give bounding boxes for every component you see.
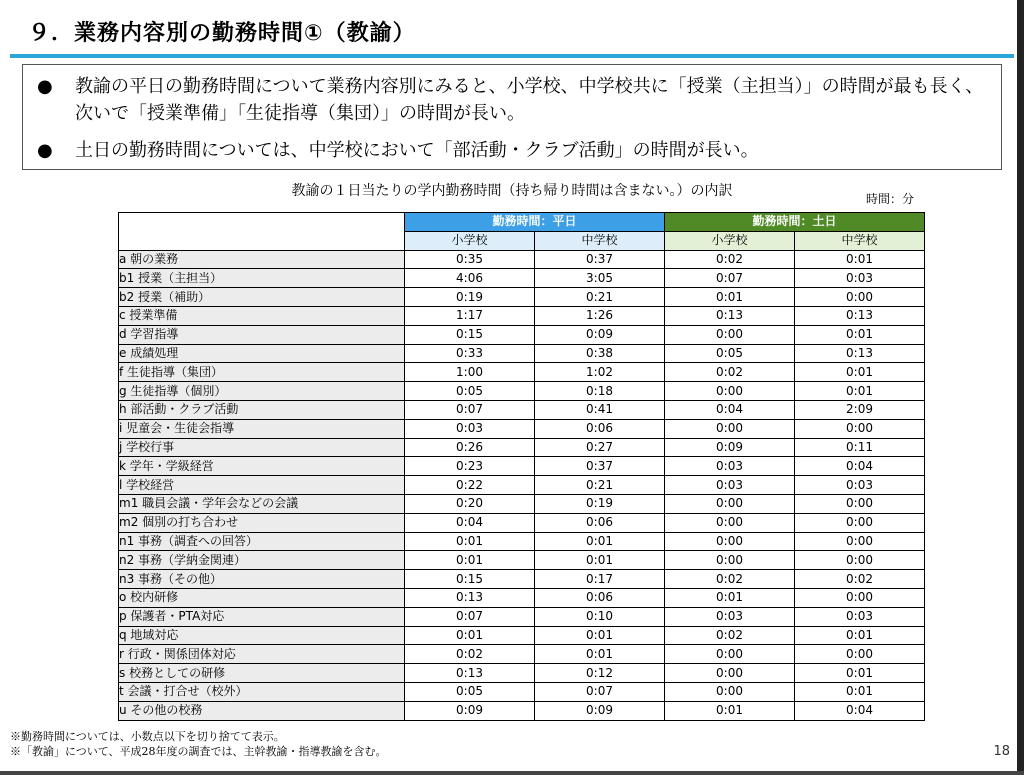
table-cell: 0:10 (535, 607, 665, 626)
table-row (119, 382, 925, 401)
table-cell: 0:04 (795, 457, 925, 476)
row-label: t 会議・打合せ（校外） (119, 682, 405, 701)
footnote: ※「教諭」について、平成28年度の調査では、主幹教諭・指導教諭を含む。 (10, 745, 387, 758)
table-cell: 0:00 (665, 513, 795, 532)
table-cell: 1:02 (535, 363, 665, 382)
screen-edge (0, 771, 1024, 775)
table-cell: 0:35 (405, 250, 535, 269)
row-label: l 学校経営 (119, 476, 405, 495)
table-row (119, 250, 925, 269)
table-cell: 0:03 (795, 269, 925, 288)
table-cell: 0:00 (665, 494, 795, 513)
table-cell: 0:13 (795, 344, 925, 363)
title-underline (10, 54, 1014, 58)
table-cell: 0:01 (535, 626, 665, 645)
footnotes (10, 729, 387, 759)
table-cell: 0:00 (665, 325, 795, 344)
table-cell: 0:04 (665, 400, 795, 419)
table-cell: 0:02 (665, 570, 795, 589)
row-label: f 生徒指導（集団） (119, 363, 405, 382)
table-cell: 0:15 (405, 325, 535, 344)
subheader-weekend-junior-high: 中学校 (795, 231, 925, 250)
table-cell: 0:00 (795, 588, 925, 607)
table-cell: 0:13 (665, 306, 795, 325)
screen-edge (1017, 0, 1024, 775)
table-cell: 0:00 (795, 288, 925, 307)
table-cell: 0:03 (405, 419, 535, 438)
table-cell: 0:01 (795, 325, 925, 344)
table-cell: 0:00 (795, 419, 925, 438)
table-cell: 4:06 (405, 269, 535, 288)
table-row (119, 588, 925, 607)
table-cell: 0:13 (405, 588, 535, 607)
row-label: q 地域対応 (119, 626, 405, 645)
table-cell: 0:00 (795, 551, 925, 570)
table-cell: 0:09 (535, 701, 665, 720)
table-cell: 0:00 (795, 494, 925, 513)
table-cell: 0:00 (795, 532, 925, 551)
table-cell: 1:26 (535, 306, 665, 325)
work-hours-table (118, 212, 925, 721)
table-cell: 0:13 (795, 306, 925, 325)
table-cell: 0:09 (535, 325, 665, 344)
row-label: c 授業準備 (119, 306, 405, 325)
table-cell: 0:23 (405, 457, 535, 476)
table-cell: 0:27 (535, 438, 665, 457)
table-cell: 0:05 (405, 682, 535, 701)
table-cell: 0:09 (665, 438, 795, 457)
table-cell: 0:11 (795, 438, 925, 457)
table-cell: 0:01 (665, 588, 795, 607)
subheader-weekend-elementary: 小学校 (665, 231, 795, 250)
table-row (119, 269, 925, 288)
row-label: n1 事務（調査への回答） (119, 532, 405, 551)
table-cell: 0:20 (405, 494, 535, 513)
table-row (119, 513, 925, 532)
table-row (119, 325, 925, 344)
table-cell: 0:07 (405, 607, 535, 626)
table-cell: 0:01 (535, 551, 665, 570)
table-cell: 0:06 (535, 419, 665, 438)
row-label: b2 授業（補助） (119, 288, 405, 307)
table-cell: 0:03 (665, 457, 795, 476)
table-row (119, 551, 925, 570)
summary-bullet (37, 73, 987, 127)
page-title: ９．業務内容別の勤務時間①（教諭） (28, 21, 416, 46)
table-cell: 0:00 (665, 664, 795, 683)
table-cell: 0:00 (665, 682, 795, 701)
table-cell: 0:41 (535, 400, 665, 419)
table-cell: 0:12 (535, 664, 665, 683)
table-cell: 0:01 (405, 626, 535, 645)
table-cell: 0:02 (405, 645, 535, 664)
table-row (119, 570, 925, 589)
table-cell: 0:01 (795, 664, 925, 683)
table-cell: 0:00 (795, 645, 925, 664)
table-row (119, 626, 925, 645)
table-cell: 0:38 (535, 344, 665, 363)
table-cell: 0:37 (535, 250, 665, 269)
table-row (119, 607, 925, 626)
row-label: h 部活動・クラブ活動 (119, 400, 405, 419)
table-cell: 0:06 (535, 588, 665, 607)
table-body (119, 250, 925, 720)
table-row (119, 645, 925, 664)
row-label: s 校務としての研修 (119, 664, 405, 683)
row-label: m2 個別の打ち合わせ (119, 513, 405, 532)
table-row (119, 701, 925, 720)
row-label: m1 職員会議・学年会などの会議 (119, 494, 405, 513)
table-row (119, 682, 925, 701)
table-cell: 0:01 (795, 382, 925, 401)
table-cell: 0:07 (405, 400, 535, 419)
table-cell: 0:09 (405, 701, 535, 720)
table-cell: 0:07 (535, 682, 665, 701)
table-cell: 0:01 (795, 626, 925, 645)
table-cell: 0:19 (535, 494, 665, 513)
table-cell: 0:15 (405, 570, 535, 589)
table-cell: 0:01 (795, 363, 925, 382)
table-cell: 0:17 (535, 570, 665, 589)
table-cell: 0:03 (795, 476, 925, 495)
table-cell: 0:04 (795, 701, 925, 720)
table-row (119, 419, 925, 438)
row-label: a 朝の業務 (119, 250, 405, 269)
table-row (119, 438, 925, 457)
bullet-icon: ● (37, 140, 53, 161)
row-label: p 保護者・PTA対応 (119, 607, 405, 626)
table-cell: 1:17 (405, 306, 535, 325)
table-cell: 0:02 (665, 250, 795, 269)
table-row (119, 664, 925, 683)
summary-bullet-text: 土日の勤務時間については、中学校において「部活動・クラブ活動」の時間が長い。 (75, 140, 759, 161)
table-cell: 0:02 (665, 363, 795, 382)
table-cell: 0:03 (665, 607, 795, 626)
row-label: g 生徒指導（個別） (119, 382, 405, 401)
summary-bullet-text: 教諭の平日の勤務時間について業務内容別にみると、小学校、中学校共に「授業（主担当）」の時間が最も長く、次いで「授業準備」「生徒指導（集団）」の時間が長い。 (75, 76, 984, 124)
table-cell: 0:05 (665, 344, 795, 363)
table-cell: 0:03 (795, 607, 925, 626)
table-cell: 0:02 (665, 626, 795, 645)
subheader-weekday-junior-high: 中学校 (535, 231, 665, 250)
row-label: o 校内研修 (119, 588, 405, 607)
footnote: ※勤務時間については、小数点以下を切り捨てて表示。 (10, 730, 285, 743)
table-cell: 0:01 (405, 532, 535, 551)
row-label: n3 事務（その他） (119, 570, 405, 589)
table-row (119, 494, 925, 513)
table-cell: 0:01 (535, 532, 665, 551)
table-row (119, 344, 925, 363)
table-cell: 0:01 (405, 551, 535, 570)
table-cell: 0:04 (405, 513, 535, 532)
table-row (119, 400, 925, 419)
table-cell: 0:13 (405, 664, 535, 683)
table-cell: 0:22 (405, 476, 535, 495)
table-cell: 1:00 (405, 363, 535, 382)
group-header-weekend: 勤務時間：土日 (665, 213, 925, 232)
table-corner (119, 213, 405, 251)
table-cell: 3:05 (535, 269, 665, 288)
bullet-icon: ● (37, 76, 53, 97)
row-label: i 児童会・生徒会指導 (119, 419, 405, 438)
table-cell: 0:01 (795, 250, 925, 269)
row-label: j 学校行事 (119, 438, 405, 457)
table-row (119, 288, 925, 307)
table-row (119, 476, 925, 495)
row-label: r 行政・関係団体対応 (119, 645, 405, 664)
page-number: 18 (993, 744, 1010, 759)
row-label: u その他の校務 (119, 701, 405, 720)
row-label: b1 授業（主担当） (119, 269, 405, 288)
row-label: d 学習指導 (119, 325, 405, 344)
table-cell: 0:00 (665, 382, 795, 401)
table-caption: 教諭の１日当たりの学内勤務時間（持ち帰り時間は含まない。）の内訳 (291, 183, 733, 199)
table-cell: 0:00 (665, 551, 795, 570)
summary-bullet (37, 137, 987, 164)
table-cell: 0:00 (795, 513, 925, 532)
table-cell: 0:33 (405, 344, 535, 363)
table-cell: 0:02 (795, 570, 925, 589)
row-label: e 成績処理 (119, 344, 405, 363)
table-cell: 0:01 (535, 645, 665, 664)
table-cell: 0:37 (535, 457, 665, 476)
table-cell: 0:03 (665, 476, 795, 495)
table-cell: 0:07 (665, 269, 795, 288)
table-row (119, 306, 925, 325)
table-row (119, 532, 925, 551)
table-cell: 0:26 (405, 438, 535, 457)
table-cell: 0:01 (665, 701, 795, 720)
table-cell: 0:00 (665, 645, 795, 664)
row-label: k 学年・学級経営 (119, 457, 405, 476)
table-cell: 0:19 (405, 288, 535, 307)
unit-label: 時間：分 (866, 192, 915, 206)
table-row (119, 457, 925, 476)
table-cell: 0:00 (665, 419, 795, 438)
table-row (119, 363, 925, 382)
group-header-weekday: 勤務時間：平日 (405, 213, 665, 232)
table-cell: 0:06 (535, 513, 665, 532)
row-label: n2 事務（学納金関連） (119, 551, 405, 570)
table-cell: 0:01 (665, 288, 795, 307)
table-cell: 0:21 (535, 288, 665, 307)
table-cell: 0:05 (405, 382, 535, 401)
table-cell: 0:01 (795, 682, 925, 701)
table-cell: 2:09 (795, 400, 925, 419)
table-cell: 0:00 (665, 532, 795, 551)
subheader-weekday-elementary: 小学校 (405, 231, 535, 250)
table-cell: 0:21 (535, 476, 665, 495)
table-cell: 0:18 (535, 382, 665, 401)
summary-box (22, 64, 1002, 170)
